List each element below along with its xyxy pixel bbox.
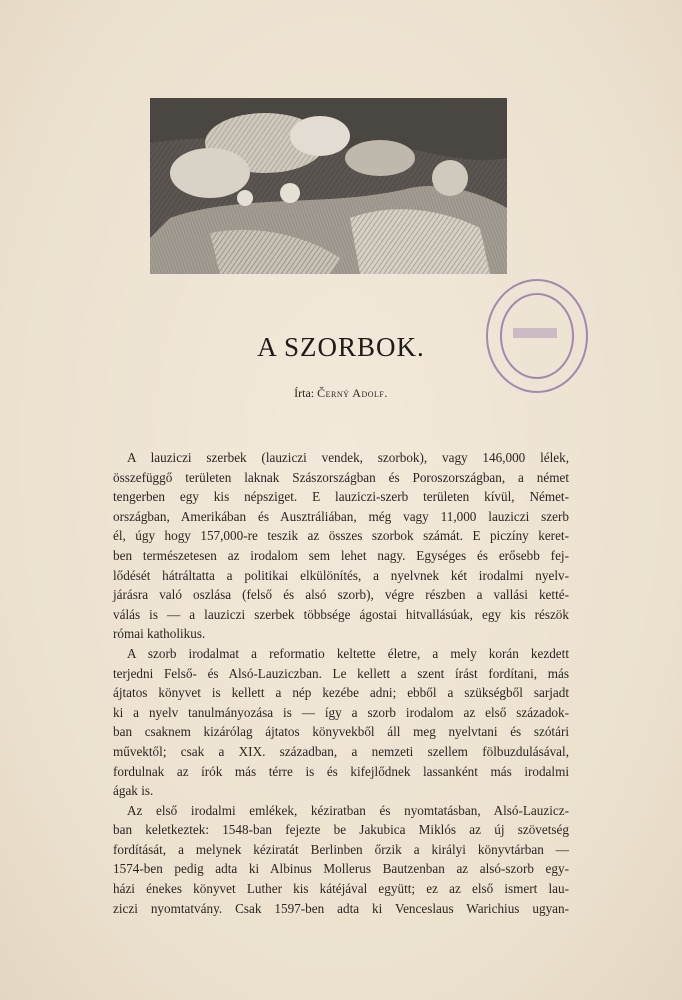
text-line: A szorb irodalmat a reformatio keltette életre, a mely korán kezdett (127, 645, 569, 661)
text-line: él, úgy hogy 157,000-re teszik az összes szorbok számát. E piczíny keret- (113, 528, 569, 544)
article-body (113, 448, 569, 918)
text-line: országban, Amerikában és Ausztráliában, még vagy 11,000 lauziczi szerb (113, 508, 569, 524)
text-line: ban keletkeztek: 1548-ban fejezte be Jakubica Miklós az új szövetség (113, 822, 569, 838)
text-line: összefüggő területen laknak Szászországban és Poroszországban, a német (113, 469, 569, 485)
byline-prefix: Írta: (294, 386, 315, 400)
author-name: Černý Adolf. (317, 386, 388, 400)
text-line: járásra való oszlása (felső és alsó szorb), végre részben a vallási ketté- (113, 587, 569, 603)
paragraph (113, 801, 569, 919)
text-line: művektől; csak a XIX. században, a nemzeti szellem fölbuzdulásával, (113, 743, 569, 759)
text-line: ájtatos könyvet is kellett a nép kezébe adni; ebből a szükségből sarjadt (113, 685, 569, 701)
text-line: 1574-ben pedig adta ki Albinus Mollerus Bautzenban az alsó-szorb egy- (113, 861, 569, 877)
paragraph (113, 448, 569, 644)
text-line: fordítását, a melynek kéziratát Berlinben őrzik a királyi könyvtárban — (113, 841, 569, 857)
text-line: ben természetesen az irodalom sem lehet nagy. Egységes és erősebb fej- (113, 547, 569, 563)
text-line: A lauziczi szerbek (lauziczi vendek, szorbok), vagy 146,000 lélek, (127, 450, 569, 465)
text-line: ágak is. (113, 783, 154, 799)
text-line: római katholikus. (113, 626, 206, 642)
paragraph (113, 644, 569, 801)
header-engraving-image (150, 98, 507, 274)
text-line: ki a nyelv tanulmányozása is — így a szorb irodalom az első századok- (113, 704, 569, 720)
text-line: lődését hátráltatta a politikai elkülönítés, a nyelvnek két irodalmi nyelv- (113, 567, 569, 583)
text-line: válás is — a lauziczi szerbek többsége ágostai hitvallásúak, egy kis részök (113, 606, 569, 622)
text-line: Az első irodalmi emlékek, kéziratban és nyomtatásban, Alsó-Lauzicz- (127, 802, 569, 818)
text-line: fordulnak az írók más térre is és kifejlődnek lassanként más irodalmi (113, 763, 569, 779)
text-line: házi énekes könyvet Luther kis kátéjával együtt; ez az első ismert lau- (113, 881, 569, 897)
article-byline (0, 386, 682, 401)
text-line: terjedni Felső- és Alsó-Lauziczban. Le kellett a szent írást fordítani, más (113, 665, 569, 681)
text-line: ziczi nyomtatvány. Csak 1597-ben adta ki Venceslaus Warichius ugyan- (113, 900, 569, 916)
text-line: tengerben egy kis népsziget. E lauziczi-szerb területen kívül, Német- (113, 489, 569, 505)
text-line: ban csaknem kizárólag ájtatos könyvekből áll meg nyelvtani és szótári (113, 724, 569, 740)
article-title: A SZORBOK. (257, 332, 425, 362)
